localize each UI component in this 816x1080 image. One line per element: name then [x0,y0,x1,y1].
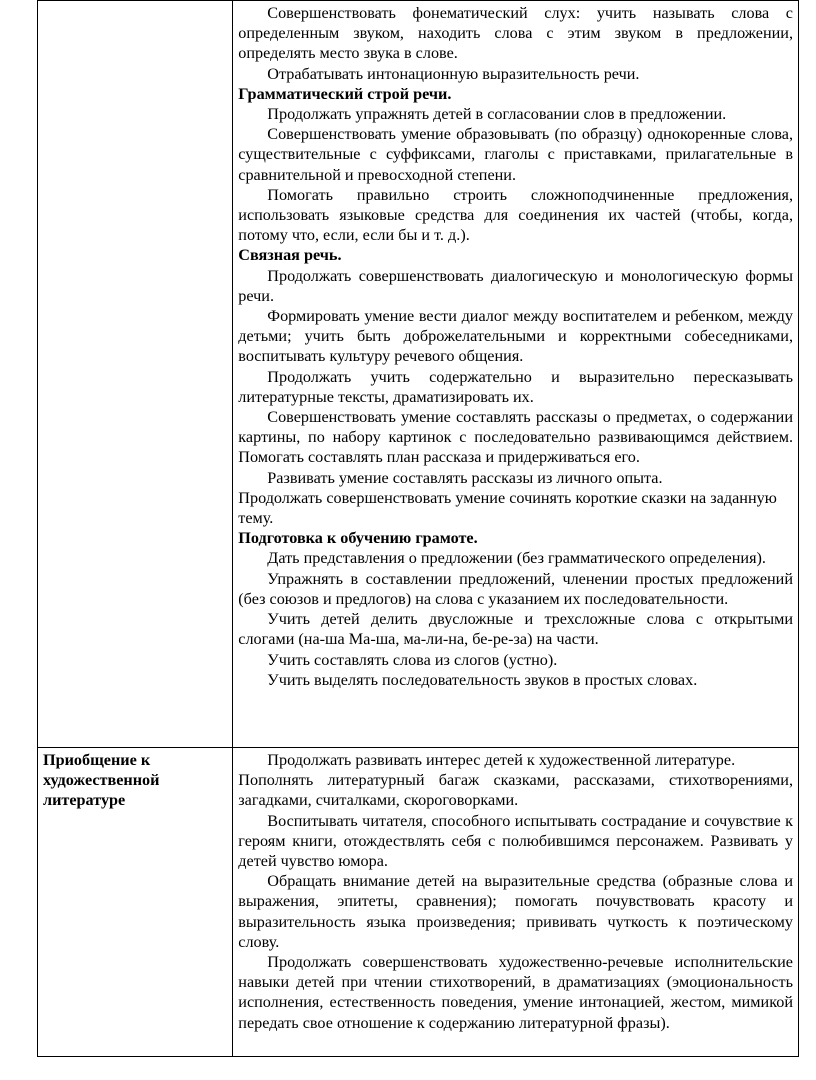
paragraph: Совершенствовать фонематический слух: учить называть слова с определенным звуком, находить слова с этим звуком в предложении, определять место звука в слове. [238,4,793,63]
heading-connected-speech: Связная речь. [238,246,342,265]
paragraph: Продолжать совершенствовать умение сочинять короткие сказки на заданную тему. [238,488,777,528]
paragraph: Продолжать развивать интерес детей к художественной литературе. [267,751,736,769]
heading-literacy: Подготовка к обучению грамоте. [238,529,478,548]
paragraph: Формировать умение вести диалог между воспитателем и ребенком, между детьми; учить быть доброжелательными и корректными собеседниками, воспитывать культуру речевого общения. [238,307,793,366]
content-cell [233,1,799,748]
paragraph: Продолжать совершенствовать художественно-речевые исполнительские навыки детей при чтении стихотворений, в драматизациях (эмоциональность исполнения, естественность поведения, умение интонацией, жестом, мимикой передать свое отношение к содержанию литературной фразы). [238,953,793,1032]
paragraph: Совершенствовать умение составлять рассказы о предметах, о содержании картины, по набору картинок с последовательно развивающимся действием. Помогать составлять план рассказа и придерживаться его. [238,408,793,467]
paragraph: Развивать умение составлять рассказы из личного опыта. [267,468,663,487]
paragraph: Дать представления о предложении (без грамматического определения). [267,549,766,568]
table-row [38,748,799,1057]
paragraph: Обращать внимание детей на выразительные средства (образные слова и выражения, эпитеты, сравнения); помогать почувствовать красоту и выразительность языка произведения; прививать чуткость к поэтическому слову. [238,872,793,951]
program-table [37,0,799,1057]
paragraph: Учить детей делить двусложные и трехсложные слова с открытыми слогами (на-ша Ма-ша, ма-ли-на, бе-ре-за) на части. [238,610,793,649]
paragraph: Учить составлять слова из слогов (устно). [267,650,558,669]
paragraph: Продолжать учить содержательно и выразительно пересказывать литературные тексты, драматизировать их. [238,367,793,406]
paragraph: Отрабатывать интонационную выразительность речи. [267,64,640,83]
paragraph: Продолжать совершенствовать диалогическую и монологическую формы речи. [238,266,793,305]
paragraph: Учить выделять последовательность звуков в простых словах. [267,670,698,689]
paragraph: Пополнять литературный багаж сказками, рассказами, стихотворениями, загадками, считалками, скороговорками. [238,771,793,810]
paragraph: Помогать правильно строить сложноподчиненные предложения, использовать языковые средства для соединения их частей (чтобы, когда, потому что, если, если бы и т. д.). [238,185,793,245]
section-title: Приобщение к художественной литературе [43,751,160,810]
paragraph: Продолжать упражнять детей в согласовании слов в предложении. [267,105,727,124]
heading-grammar: Грамматический строй речи. [238,84,452,103]
paragraph: Совершенствовать умение образовывать (по образцу) однокоренные слова, существительные с суффиксами, глаголы с приставками, прилагательные в сравнительной и превосходной степени. [238,125,793,184]
content-cell [233,748,799,1057]
section-cell [38,1,233,748]
paragraph: Упражнять в составлении предложений, членении простых предложений (без союзов и предлогов) на слова с указанием их последовательности. [238,569,793,608]
paragraph: Воспитывать читателя, способного испытывать сострадание и сочувствие к героям книги, отождествлять себя с полюбившимся персонажем. Развивать у детей чувство юмора. [238,811,793,871]
table-row [38,1,799,748]
section-cell [38,748,233,1057]
